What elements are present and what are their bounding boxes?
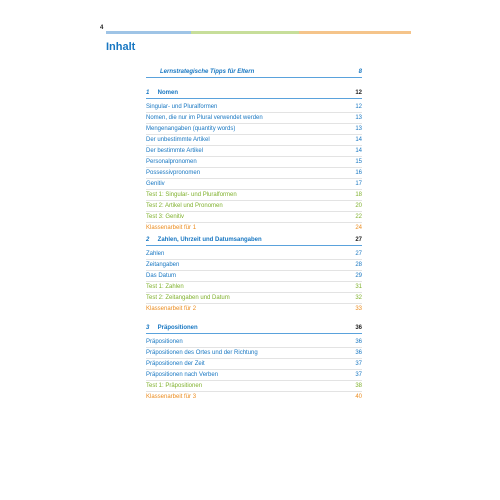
toc-row-page: 13 [355, 126, 362, 132]
page-number: 4 [100, 25, 104, 31]
toc-row-page: 14 [355, 137, 362, 143]
toc-topic-row[interactable] [146, 179, 362, 190]
toc-row-label: Präpositionen der Zeit [146, 361, 205, 367]
toc-row-page: 20 [355, 203, 362, 209]
toc-row-label: Präpositionen [146, 339, 183, 345]
header-bar-green [191, 31, 299, 34]
toc-topic-row[interactable] [146, 102, 362, 113]
toc-row-page: 37 [355, 372, 362, 378]
section-page: 12 [355, 89, 362, 96]
toc-row-page: 40 [355, 394, 362, 400]
toc-row-page: 38 [355, 383, 362, 389]
toc-row-label: Der bestimmte Artikel [146, 148, 204, 154]
toc-row-page: 17 [355, 181, 362, 187]
toc-row-page: 12 [355, 104, 362, 110]
toc-row-page: 28 [355, 262, 362, 268]
toc-section-1 [146, 87, 362, 233]
toc-topic-row[interactable] [146, 337, 362, 348]
toc-row-label: Nomen, die nur im Plural verwendet werden [146, 115, 263, 121]
toc-row-label: Genitiv [146, 181, 165, 187]
toc-topic-row[interactable] [146, 135, 362, 146]
toc-topic-row[interactable] [146, 124, 362, 135]
section-title: Präpositionen [157, 324, 198, 331]
toc-row-page: 36 [355, 350, 362, 356]
toc-test-row[interactable] [146, 190, 362, 201]
toc-row-page: 24 [355, 225, 362, 231]
toc-test-row[interactable] [146, 381, 362, 392]
toc-row-label: Test 2: Artikel und Pronomen [146, 203, 223, 209]
toc-section-3 [146, 322, 362, 402]
toc-row-label: Der unbestimmte Artikel [146, 137, 210, 143]
toc-topic-row[interactable] [146, 249, 362, 260]
toc-test-row[interactable] [146, 282, 362, 293]
toc-row-page: 18 [355, 192, 362, 198]
toc-section-header[interactable] [146, 87, 362, 99]
header-bar-blue [106, 31, 191, 34]
toc-row-label: Personalpronomen [146, 159, 197, 165]
toc-row-label: Klassenarbeit für 2 [146, 306, 197, 312]
header-bar-orange [299, 31, 411, 34]
toc-row-label: Präpositionen des Ortes und der Richtung [146, 350, 258, 356]
toc-row-page: 31 [355, 284, 362, 290]
toc-intro-label: Lernstrategische Tipps für Eltern [160, 68, 255, 75]
section-title: Zahlen, Uhrzeit und Datumsangaben [157, 236, 262, 243]
toc-topic-row[interactable] [146, 370, 362, 381]
toc-topic-row[interactable] [146, 146, 362, 157]
toc-row-label: Klassenarbeit für 1 [146, 225, 197, 231]
section-page: 36 [355, 324, 362, 331]
section-number: 2 [146, 236, 150, 243]
toc-row-label: Possessivpronomen [146, 170, 201, 176]
section-title: Nomen [157, 89, 179, 96]
toc-rows [146, 102, 362, 233]
toc-row-page: 16 [355, 170, 362, 176]
toc-row-label: Test 1: Präpositionen [146, 383, 203, 389]
toc-row-page: 22 [355, 214, 362, 220]
toc-intro-row[interactable] [146, 66, 362, 78]
toc-topic-row[interactable] [146, 260, 362, 271]
toc-row-page: 36 [355, 339, 362, 345]
toc-row-label: Klassenarbeit für 3 [146, 394, 197, 400]
section-number: 1 [146, 89, 150, 96]
toc-row-label: Mengenangaben (quantity words) [146, 126, 236, 132]
toc-row-label: Zahlen [146, 251, 165, 257]
toc-klassenarbeit-row[interactable] [146, 223, 362, 233]
toc-test-row[interactable] [146, 201, 362, 212]
toc-row-page: 33 [355, 306, 362, 312]
toc-topic-row[interactable] [146, 168, 362, 179]
toc-row-page: 32 [355, 295, 362, 301]
toc-section-header[interactable] [146, 234, 362, 246]
toc-topic-row[interactable] [146, 359, 362, 370]
toc-topic-row[interactable] [146, 157, 362, 168]
toc-topic-row[interactable] [146, 271, 362, 282]
toc-rows [146, 337, 362, 402]
toc-row-label: Das Datum [146, 273, 177, 279]
toc-row-page: 37 [355, 361, 362, 367]
toc-row-label: Singular- und Pluralformen [146, 104, 218, 110]
section-page: 27 [355, 236, 362, 243]
toc-row-label: Zeitangaben [146, 262, 180, 268]
toc-row-label: Test 1: Singular- und Pluralformen [146, 192, 237, 198]
toc-row-label: Präpositionen nach Verben [146, 372, 219, 378]
toc-row-label: Test 3: Genitiv [146, 214, 185, 220]
toc-rows [146, 249, 362, 314]
page-title: Inhalt [106, 41, 136, 53]
toc-row-page: 14 [355, 148, 362, 154]
toc-row-page: 15 [355, 159, 362, 165]
toc-row-label: Test 2: Zeitangaben und Datum [146, 295, 230, 301]
toc-klassenarbeit-row[interactable] [146, 304, 362, 314]
toc-section-2 [146, 234, 362, 314]
toc-topic-row[interactable] [146, 348, 362, 359]
toc-klassenarbeit-row[interactable] [146, 392, 362, 402]
toc-row-label: Test 1: Zahlen [146, 284, 184, 290]
toc-row-page: 13 [355, 115, 362, 121]
toc-row-page: 29 [355, 273, 362, 279]
toc-row-page: 27 [355, 251, 362, 257]
toc-section-header[interactable] [146, 322, 362, 334]
toc-intro-page: 8 [358, 68, 362, 75]
toc-test-row[interactable] [146, 293, 362, 304]
toc-test-row[interactable] [146, 212, 362, 223]
section-number: 3 [146, 324, 150, 331]
toc-topic-row[interactable] [146, 113, 362, 124]
